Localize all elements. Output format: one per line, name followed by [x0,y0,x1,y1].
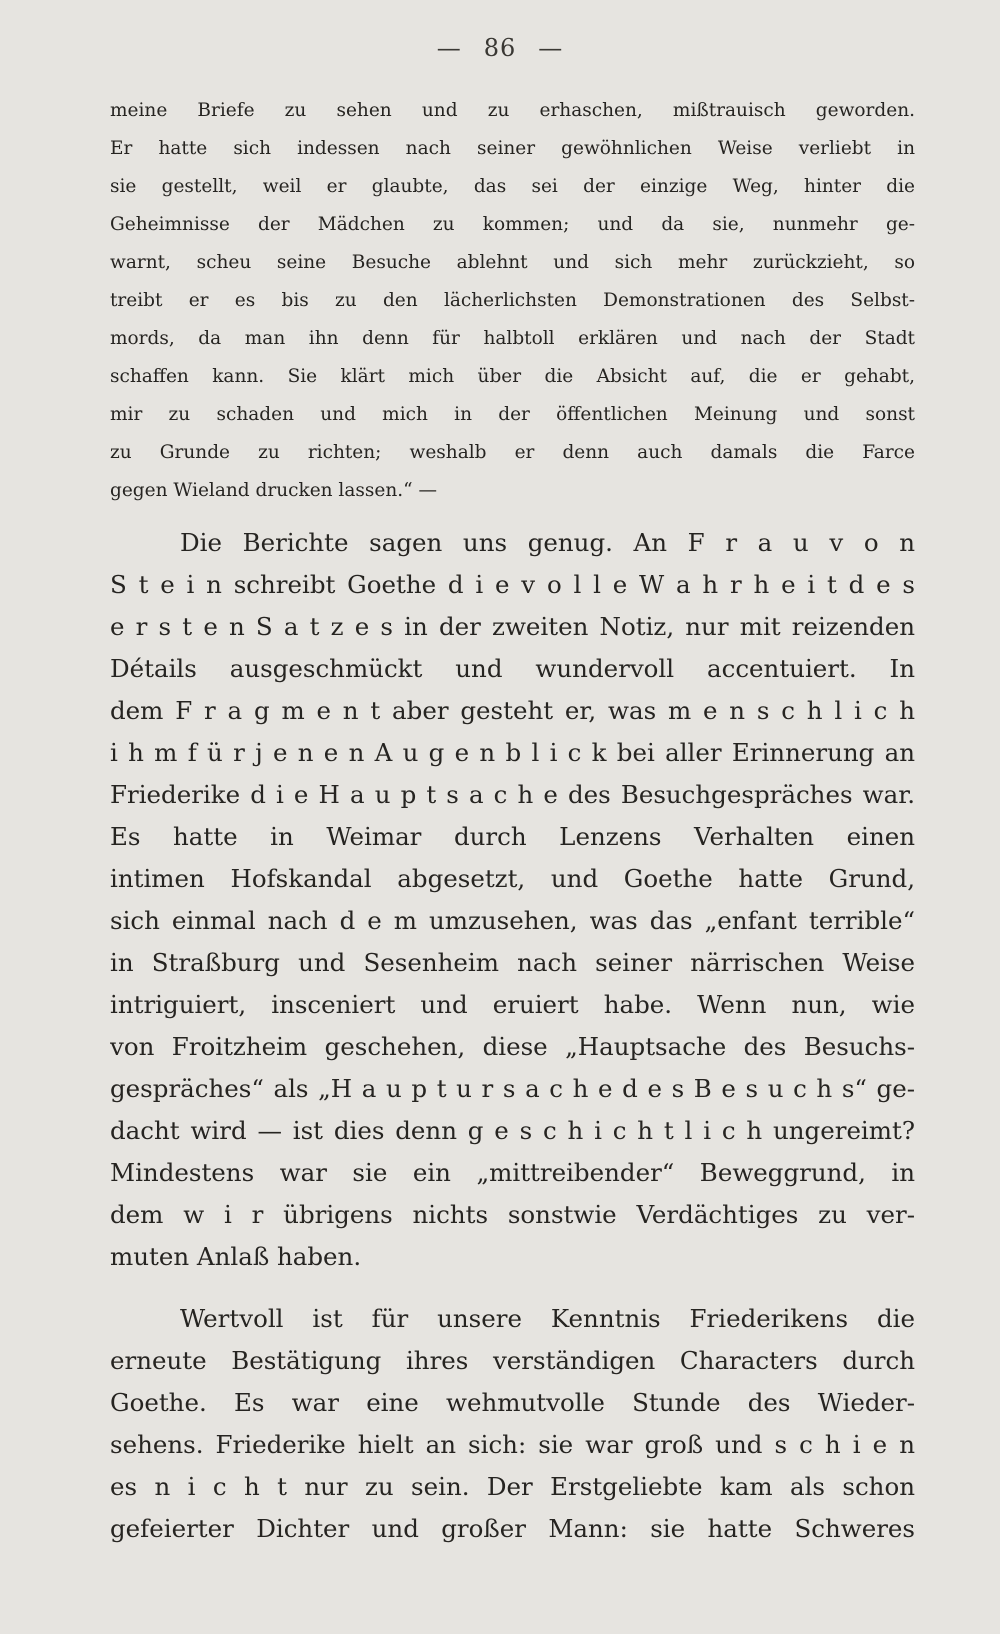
text-line: gefeierter Dichter und großer Mann: sie hatte Schweres [110,1514,915,1543]
text-line: Détails ausgeschmückt und wundervoll accentuiert. In [110,654,915,683]
text-line: schaffen kann. Sie klärt mich über die Absicht auf, die er gehabt, [110,366,915,387]
text-line: Mindestens war sie ein „mittreibender“ Beweggrund, in [110,1158,915,1187]
text-line: dem F r a g m e n t aber gesteht er, was m e n s c h l i c h [110,696,915,725]
text-line: Goethe. Es war eine wehmutvolle Stunde des Wieder- [110,1388,915,1417]
text-line: dem w i r übrigens nichts sonstwie Verdächtiges zu ver- [110,1200,915,1229]
text-line: gespräches“ als „H a u p t u r s a c h e d e s B e s u c h s“ ge- [110,1074,915,1103]
text-line: e r s t e n S a t z e s in der zweiten Notiz, nur mit reizenden [110,612,915,641]
page-number: 86 [483,34,517,62]
text-line: mords, da man ihn denn für halbtoll erklären und nach der Stadt [110,328,915,349]
text-line: von Froitzheim geschehen, diese „Hauptsache des Besuchs- [110,1032,915,1061]
text-line: intimen Hofskandal abgesetzt, und Goethe hatte Grund, [110,864,915,893]
text-line: sie gestellt, weil er glaubte, das sei der einzige Weg, hinter die [110,176,915,197]
text-line: Geheimnisse der Mädchen zu kommen; und da sie, nunmehr ge- [110,214,915,235]
text-line: in Straßburg und Sesenheim nach seiner närrischen Weise [110,948,915,977]
text-line: meine Briefe zu sehen und zu erhaschen, mißtrauisch geworden. [110,100,915,121]
text-line: Die Berichte sagen uns genug. An F r a u v o n [180,528,915,557]
text-line: warnt, scheu seine Besuche ablehnt und sich mehr zurückzieht, so [110,252,915,273]
text-line: treibt er es bis zu den lächerlichsten Demonstrationen des Selbst- [110,290,915,311]
page-header [0,34,1000,62]
text-line: zu Grunde zu richten; weshalb er denn auch damals die Farce [110,442,915,463]
text-line: es n i c h t nur zu sein. Der Erstgeliebte kam als schon [110,1472,915,1501]
header-dash-left: — [436,34,462,62]
text-line: Wertvoll ist für unsere Kenntnis Friederikens die [180,1304,915,1333]
text-line: Es hatte in Weimar durch Lenzens Verhalten einen [110,822,915,851]
text-line: Friederike d i e H a u p t s a c h e des Besuchgespräches war. [110,780,915,809]
text-line: S t e i n schreibt Goethe d i e v o l l e W a h r h e i t d e s [110,570,915,599]
text-line: muten Anlaß haben. [110,1242,362,1271]
text-line: Er hatte sich indessen nach seiner gewöhnlichen Weise verliebt in [110,138,915,159]
header-dash-right: — [538,34,564,62]
text-line: erneute Bestätigung ihres verständigen Characters durch [110,1346,915,1375]
text-line: sehens. Friederike hielt an sich: sie war groß und s c h i e n [110,1430,915,1459]
text-line: intriguiert, insceniert und eruiert habe. Wenn nun, wie [110,990,915,1019]
text-line: gegen Wieland drucken lassen.“ — [110,480,437,501]
text-line: dacht wird — ist dies denn g e s c h i c h t l i c h ungereimt? [110,1116,915,1145]
text-line: mir zu schaden und mich in der öffentlichen Meinung und sonst [110,404,915,425]
text-line: sich einmal nach d e m umzusehen, was das „enfant terrible“ [110,906,915,935]
text-line: i h m f ü r j e n e n A u g e n b l i c k bei aller Erinnerung an [110,738,915,767]
